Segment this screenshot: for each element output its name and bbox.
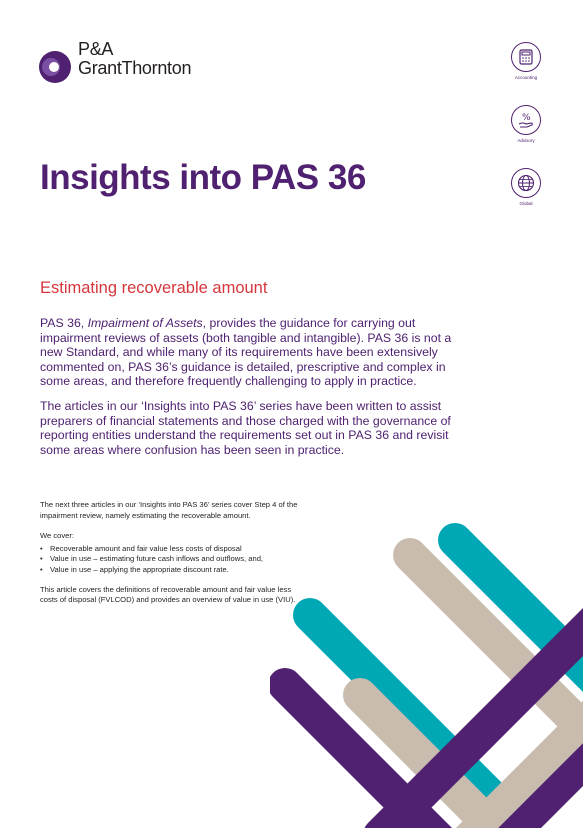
company-logo — [38, 40, 218, 84]
percent-hand-icon — [517, 111, 535, 129]
logo-wordmark — [78, 40, 191, 78]
lead-p1-rest: , provides the guidance for carrying out impairment reviews of assets (both tangible and intangible). PAS 36 is not a new Standard, and while many of its requirements have been extensively commented on, PAS 36’s guidance is detailed, prescriptive and complex in some areas, and therefore frequently challenging to apply in practice. — [40, 316, 452, 389]
list-item: • Value in use – estimating future cash inflows and outflows, and, — [50, 554, 300, 565]
service-accounting — [508, 42, 544, 80]
svg-text:%: % — [522, 113, 531, 123]
service-label: Global — [519, 201, 533, 206]
list-item: • Value in use – applying the appropriate discount rate. — [50, 565, 300, 576]
service-label: Advisory — [517, 138, 535, 143]
service-global — [508, 168, 544, 206]
standard-title: Impairment of Assets — [87, 316, 203, 330]
list-item: • Recoverable amount and fair value less costs of disposal — [50, 544, 300, 555]
logo-mark-icon — [38, 50, 72, 84]
lead-text — [40, 316, 470, 467]
globe-icon — [517, 174, 535, 192]
lead-paragraph-1 — [40, 316, 470, 389]
body-text — [40, 500, 300, 616]
service-label: Accounting — [514, 75, 538, 80]
service-advisory — [508, 105, 544, 143]
page-title: Insights into PAS 36 — [40, 158, 366, 197]
body-paragraph-3: This article covers the definitions of recoverable amount and fair value less costs of disposal (FVLCOD) and provides an overview of value in use (VIU). — [40, 584, 296, 605]
section-subtitle: Estimating recoverable amount — [40, 279, 268, 297]
calculator-icon — [519, 49, 533, 65]
coverage-list — [40, 544, 300, 576]
logo-line-1: P&A — [78, 39, 114, 59]
lead-p1-prefix: PAS 36, — [40, 316, 88, 330]
body-paragraph-2: We cover: — [40, 531, 75, 541]
body-paragraph-1: The next three articles in our ‘Insights into PAS 36’ series cover Step 4 of the impairment review, namely estimating the recoverable amount. — [40, 500, 298, 520]
logo-line-2: GrantThornton — [78, 58, 192, 78]
lead-paragraph-2: The articles in our ‘Insights into PAS 36’ series have been written to assist preparers of financial statements and those charged with the governance of reporting entities understand the requirements set out in PAS 36 and revisit some areas where confusion has been seen in practice. — [40, 398, 451, 457]
decorative-ribbons — [270, 515, 583, 828]
